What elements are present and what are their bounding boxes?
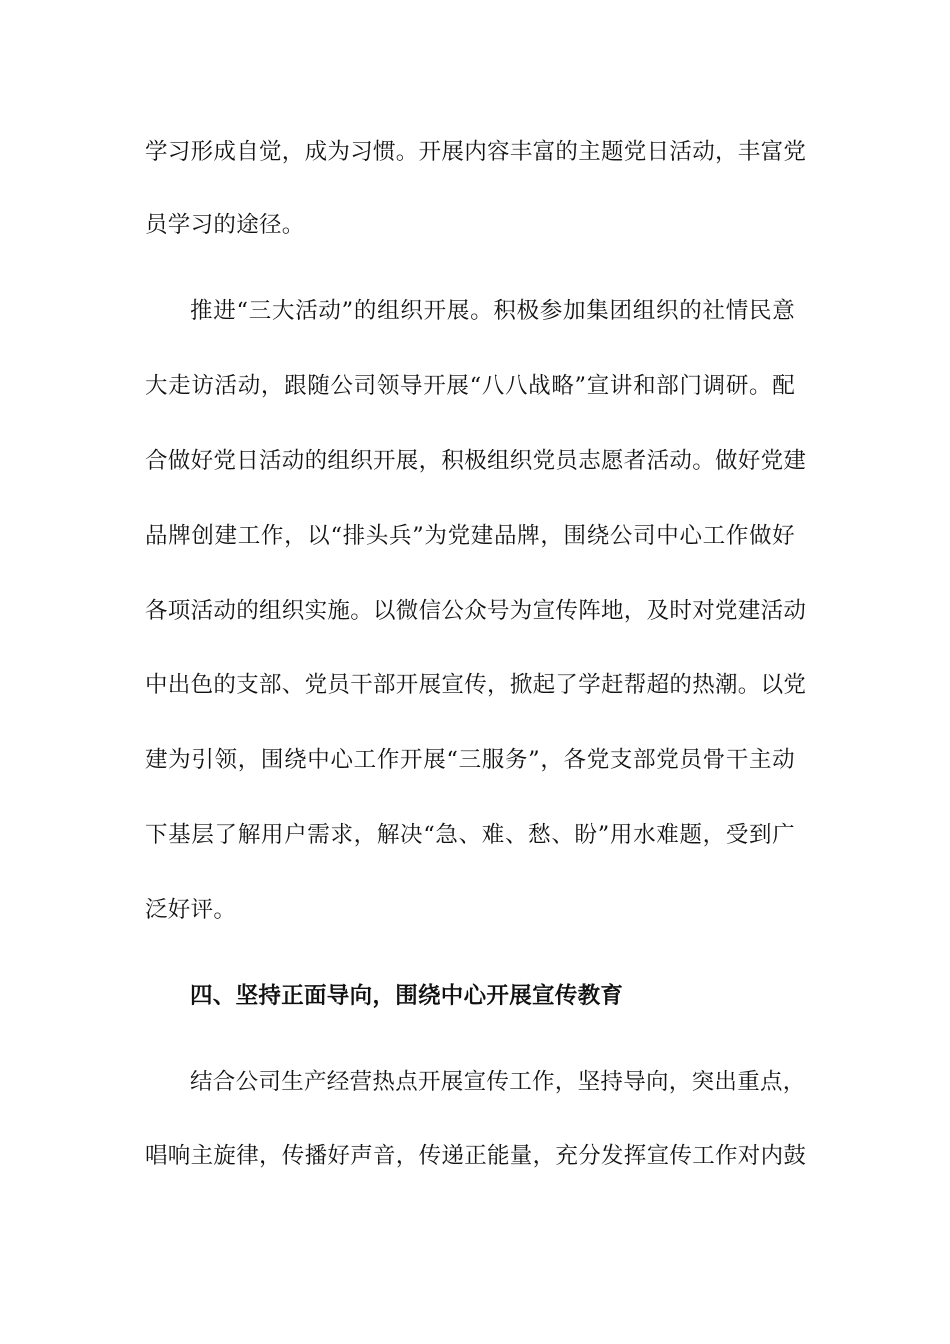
paragraph-2-line-1: 推进“三大活动”的组织开展。积极参加集团组织的社情民意 — [190, 298, 795, 324]
paragraph-1-line-2: 员学习的途径。 — [145, 212, 305, 238]
paragraph-2-line-8: 下基层了解用户需求，解决“急、难、愁、盼”用水难题，受到广 — [145, 822, 795, 848]
paragraph-2-line-9: 泛好评。 — [145, 897, 237, 923]
paragraph-3-line-1: 结合公司生产经营热点开展宣传工作，坚持导向，突出重点， — [190, 1069, 806, 1095]
paragraph-1-line-1: 学习形成自觉，成为习惯。开展内容丰富的主题党日活动，丰富党 — [145, 139, 807, 165]
paragraph-2-line-6: 中出色的支部、党员干部开展宣传，掀起了学赶帮超的热潮。以党 — [145, 672, 807, 698]
section-heading: 四、坚持正面导向，围绕中心开展宣传教育 — [190, 983, 624, 1009]
paragraph-3-line-2: 唱响主旋律，传播好声音，传递正能量，充分发挥宣传工作对内鼓 — [145, 1143, 807, 1169]
paragraph-2-line-2: 大走访活动，跟随公司领导开展“八八战略”宣讲和部门调研。配 — [145, 373, 795, 399]
paragraph-2-line-3: 合做好党日活动的组织开展，积极组织党员志愿者活动。做好党建 — [145, 448, 807, 474]
paragraph-2-line-7: 建为引领，围绕中心工作开展“三服务”，各党支部党员骨干主动 — [145, 747, 795, 773]
paragraph-2-line-4: 品牌创建工作，以“排头兵”为党建品牌，围绕公司中心工作做好 — [145, 523, 795, 549]
paragraph-2-line-5: 各项活动的组织实施。以微信公众号为宣传阵地，及时对党建活动 — [145, 598, 807, 624]
